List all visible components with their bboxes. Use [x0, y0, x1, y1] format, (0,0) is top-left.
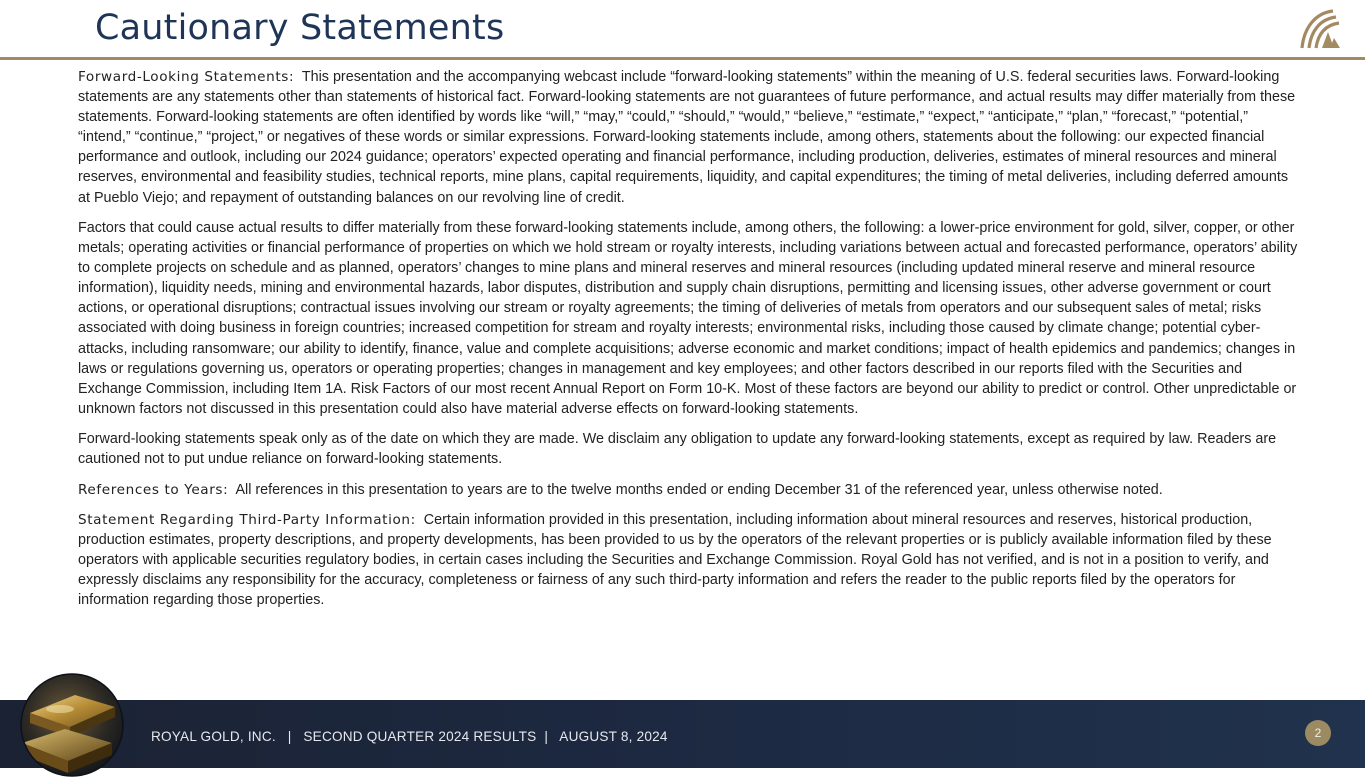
paragraph-third-party [78, 510, 1303, 610]
page-number-badge: 2 [1305, 720, 1331, 746]
gold-bars-image [20, 673, 124, 777]
cautionary-text-body [78, 67, 1303, 621]
section-lead-forward-looking: Forward-Looking Statements: [78, 69, 295, 85]
section-text-forward-looking: This presentation and the accompanying webcast include “forward-looking statements” within the meaning of U.S. federal securities laws. Forward-looking statements are any statements other than statements of historical fact. Forward-looking statements are not guarantees of future performance, and actual results may differ materially from these statements. Forward-looking statements are often identified by words like “will,” “may,” “could,” “should,” “would,” “believe,” “estimate,” “expect,” “anticipate,” “plan,” “forecast,” “potential,” “intend,” “continue,” “project,” or negatives of these words or similar expressions. Forward-looking statements include, among others, statements about the following: our expected financial performance and outlook, including our 2024 guidance; operators’ expected operating and financial performance, including production, deliveries, estimates of mineral resources and mineral reserves, environmental and feasibility studies, technical reports, mine plans, capital requirements, liquidity, and capital expenditures; the timing of metal deliveries, including deferred amounts at Pueblo Viejo; and repayment of outstanding balances on our revolving line of credit. [78, 69, 1296, 206]
section-text-as-of-date: Forward-looking statements speak only as of the date on which they are made. We disclaim any obligation to update any forward-looking statements, except as required by law. Readers are cautioned not to put undue reliance on forward-looking statements. [78, 431, 1277, 468]
paragraph-as-of-date [78, 429, 1303, 469]
section-lead-third-party: Statement Regarding Third-Party Information: [78, 512, 416, 529]
paragraph-forward-looking [78, 67, 1303, 208]
section-lead-references-to-years: References to Years: [78, 481, 229, 498]
paragraph-references-to-years [78, 480, 1303, 500]
title-divider [0, 57, 1365, 60]
section-text-risk-factors: Factors that could cause actual results to differ materially from these forward-looking statements include, among others, the following: a lower-price environment for gold, silver, copper, or other metals; operating activities or financial performance of properties on which we hold stream or royalty interests, including variations between actual and forecasted performance, operators’ ability to complete projects on schedule and as planned, operators’ changes to mine plans and mineral reserves and mineral resources (including updated mineral reserve and mineral resource information), liquidity needs, mining and environmental hazards, labor disputes, distribution and supply chain disruptions, permitting and licensing issues, other adverse government or court actions, or operational disruptions; contractual issues involving our stream or royalty agreements; the timing of deliveries of metals from operators and our subsequent sales of metal; risks associated with doing business in foreign countries; increased competition for stream and royalty interests; environmental risks, including those caused by climate change; potential cyber-attacks, including ransomware; our ability to identify, finance, value and complete acquisitions; adverse economic and market conditions; impact of health epidemics and pandemics; changes in laws or regulations governing us, operators or operating properties; changes in management and key employees; and other factors described in our reports filed with the Securities and Exchange Commission, including Item 1A. Risk Factors of our most recent Annual Report on Form 10-K. Most of these factors are beyond our ability to predict or control. Other unpredictable or unknown factors not discussed in this presentation could also have material adverse effects on forward-looking statements. [78, 219, 1298, 417]
section-text-third-party: Certain information provided in this presentation, including information about mineral resources and reserves, historical production, production estimates, property descriptions, and property developments, has been provided to us by the operators of the relevant properties or is publicly available information filed by these operators with applicable securities regulatory bodies, in certain cases including the Securities and Exchange Commission. Royal Gold has not verified, and is not in a position to verify, and expressly disclaims any responsibility for the accuracy, completeness or fairness of any such third-party information and refers the reader to the public reports filed by the operators for information regarding those properties. [78, 512, 1272, 609]
royal-gold-logo-icon [1299, 8, 1343, 50]
page-title: Cautionary Statements [95, 8, 505, 48]
footer-text: ROYAL GOLD, INC. | SECOND QUARTER 2024 RESULTS | AUGUST 8, 2024 [151, 729, 668, 744]
section-text-references-to-years: All references in this presentation to years are to the twelve months ended or ending December 31 of the referenced year, unless otherwise noted. [235, 481, 1163, 498]
paragraph-risk-factors [78, 218, 1303, 419]
